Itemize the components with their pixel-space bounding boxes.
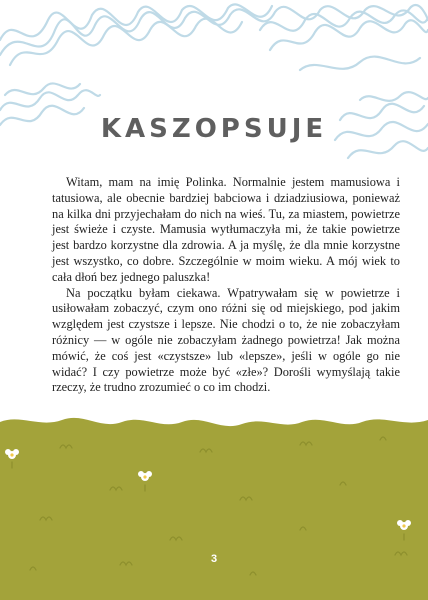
page-number: 3 — [210, 553, 218, 565]
sky-scribble-illustration — [0, 0, 428, 170]
page-title: KASZOPSUJE — [100, 114, 328, 145]
paragraph: Na początku byłam ciekawa. Wpatrywałam się w powietrze i usiłowałam zobaczyć, czym ono różni się od miejskiego, pod jakim względem jest czystsze i lepsze. Nie chodzi o to, że nie zobaczyłam różnicy — w ogóle nie zobaczyłam żadnego powietrza! Jak można mówić, że coś jest «czystsze» lub «lepsze», jeśli w ogóle go nie widać? I czy powietrze może być «złe»? Dorośli wymyślają takie rzeczy, że trudno zrozumieć o co im chodzi. — [52, 285, 400, 395]
meadow-illustration — [0, 400, 428, 600]
paragraph: Witam, mam na imię Polinka. Normalnie jestem mamusiowa i tatusiowa, ale obecnie bardziej babciowa i dziadziusiowa, ponieważ na kilka dni przyjechałam do nich na wieś. Tu, za miastem, powietrze jest świeże i czyste. Mamusia wytłumaczyła mi, że takie powietrze jest bardzo korzystne dla zdrowia. A ja myślę, że dla mnie korzystne jest wszystko, co dobre. Szczególnie w moim wieku. A mój wiek to cała dłoń bez jednego paluszka! — [52, 175, 400, 284]
story-text — [52, 175, 400, 396]
